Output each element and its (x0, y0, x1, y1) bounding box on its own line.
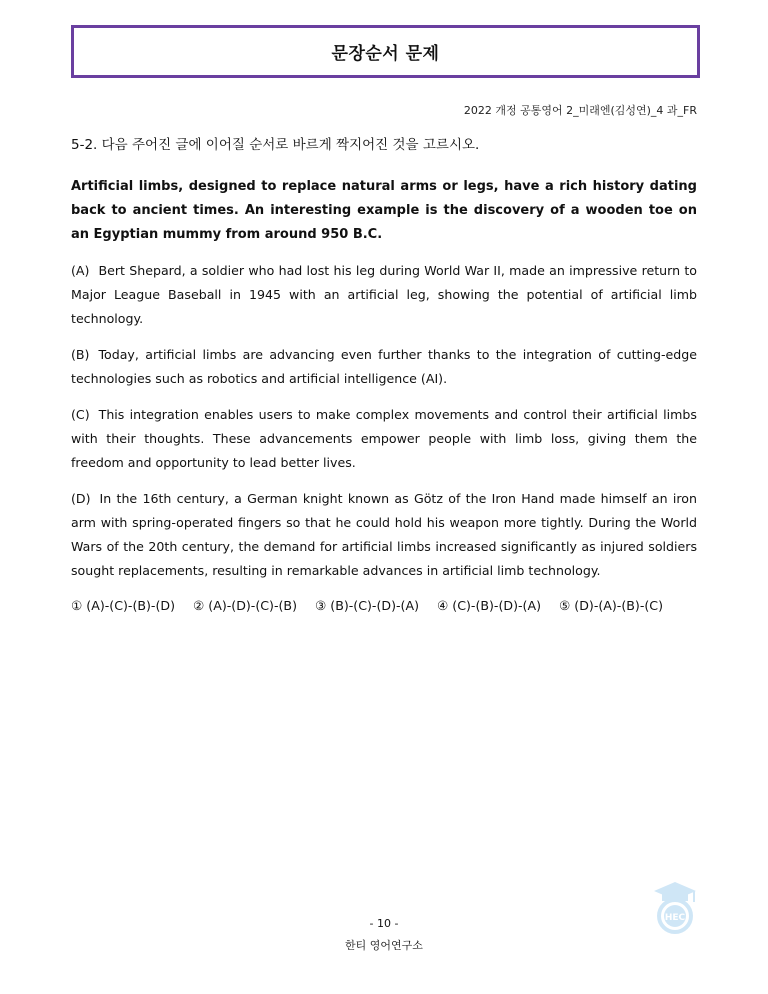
answer-choices (71, 595, 697, 617)
page-title: 문장순서 문제 (331, 44, 440, 64)
paragraph-label: (D) (71, 491, 91, 506)
choice-1[interactable]: ① (A)-(C)-(B)-(D) (71, 598, 175, 613)
paragraph-label: (A) (71, 263, 90, 278)
paragraph-d (71, 487, 697, 583)
choice-3[interactable]: ③ (B)-(C)-(D)-(A) (315, 598, 419, 613)
intro-passage: Artificial limbs, designed to replace natural arms or legs, have a rich history dating back to ancient times. An interesting example is the discovery of a wooden toe on an Egyptian mummy from around 950 B.C. (71, 179, 697, 242)
hec-logo-icon (650, 880, 700, 936)
choice-5[interactable]: ⑤ (D)-(A)-(B)-(C) (559, 598, 663, 613)
paragraph-text: Bert Shepard, a soldier who had lost his leg during World War II, made an impressive return to Major League Baseball in 1945 with an artificial leg, showing the potential of artificial limb technology. (71, 263, 697, 326)
question-content (71, 134, 697, 617)
title-box (71, 25, 700, 78)
svg-text:HEC: HEC (664, 913, 686, 923)
source-line: 2022 개정 공통영어 2_미래엔(김성연)_4 과_FR (463, 104, 697, 117)
paragraph-text: In the 16th century, a German knight known as Götz of the Iron Hand made himself an iron arm with spring-operated fingers so that he could hold his weapon more tightly. During the World Wars of the 20th century, the demand for artificial limbs increased significantly as injured soldiers sought replacements, resulting in remarkable advances in artificial limb technology. (71, 491, 697, 578)
paragraph-label: (B) (71, 347, 90, 362)
paragraph-c (71, 403, 697, 475)
choice-4[interactable]: ④ (C)-(B)-(D)-(A) (437, 598, 541, 613)
organization-name: 한티 영어연구소 (345, 939, 423, 952)
question-prompt: 5-2. 다음 주어진 글에 이어질 순서로 바르게 짝지어진 것을 고르시오. (71, 137, 480, 153)
choice-2[interactable]: ② (A)-(D)-(C)-(B) (193, 598, 297, 613)
paragraph-label: (C) (71, 407, 90, 422)
page-number: - 10 - (369, 917, 399, 930)
paragraph-a (71, 259, 697, 331)
paragraph-text: This integration enables users to make complex movements and control their artificial limbs with their thoughts. These advancements empower people with limb loss, giving them the freedom and opportunity to lead better lives. (71, 407, 697, 470)
paragraph-b (71, 343, 697, 391)
paragraph-text: Today, artificial limbs are advancing even further thanks to the integration of cutting-edge technologies such as robotics and artificial intelligence (AI). (71, 347, 697, 386)
